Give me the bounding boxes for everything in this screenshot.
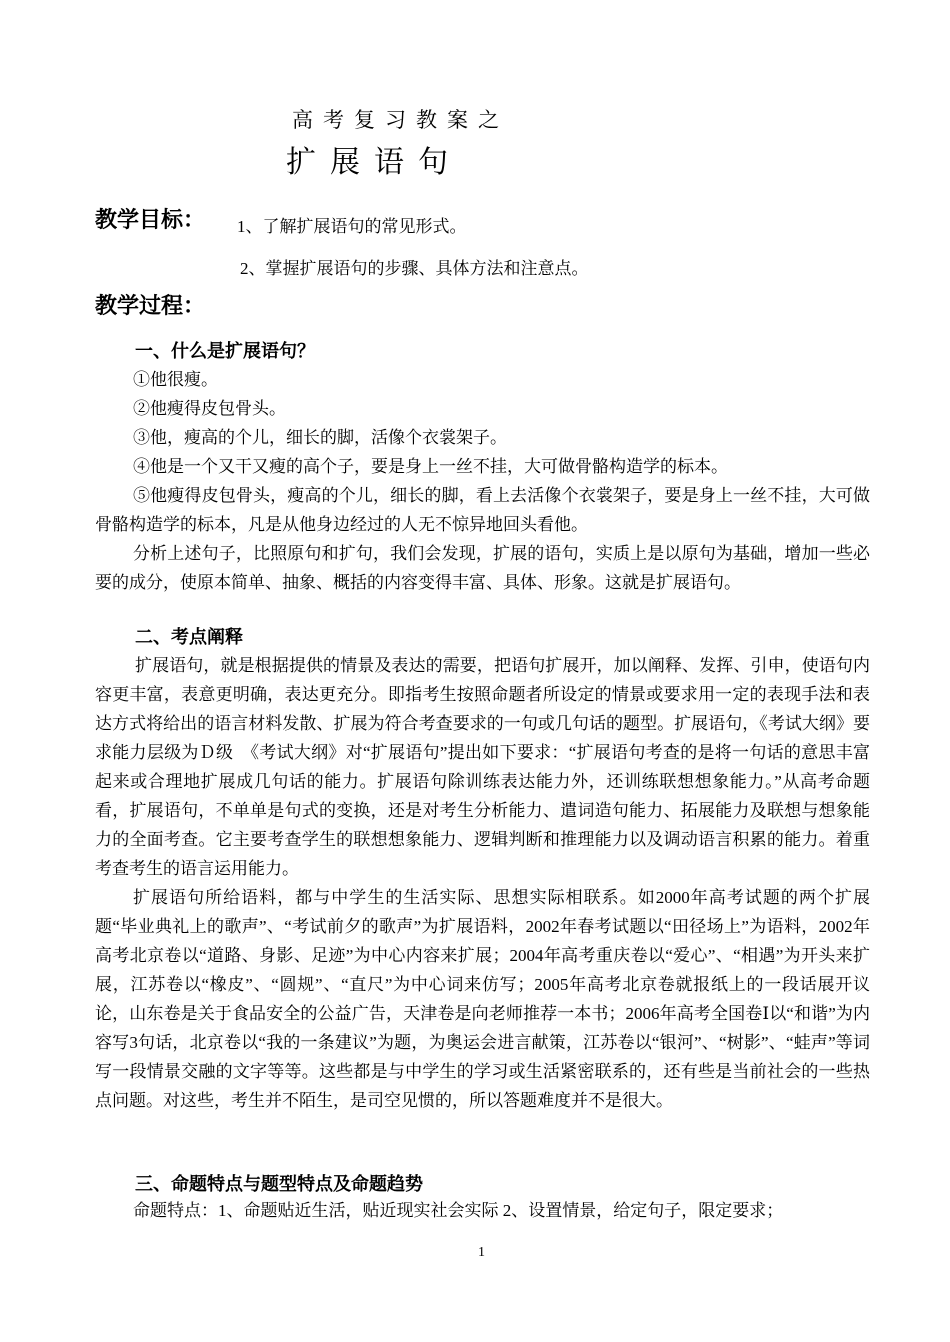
page-number: 1: [478, 1245, 485, 1260]
title-line-2: 扩展语句: [286, 146, 462, 179]
objective-item-2: 2、掌握扩展语句的步骤、具体方法和注意点。: [240, 259, 589, 278]
process-label: 教学过程：: [95, 294, 206, 319]
section-3-heading: 三、命题特点与题型特点及命题趋势: [135, 1174, 423, 1195]
title-line-1: 高考复习教案之: [292, 108, 509, 132]
section-2-body: [95, 651, 870, 1115]
section-3-paragraph-1: 命题特点：1、命题贴近生活，贴近现实社会实际 2、设置情景，给定句子，限定要求；: [133, 1201, 784, 1220]
section-2-paragraph-1: 扩展语句，就是根据提供的情景及表达的需要，把语句扩展开，加以阐释、发挥、引申，使语句内容更丰富，表意更明确，表达更充分。即指考生按照命题者所设定的情景或要求用一定的表现手法和表达方式将给出的语言材料发散、扩展为符合考查要求的一句或几句话的题型。扩展语句，《考试大纲》要求能力层级为Ｄ级 《考试大纲》对“扩展语句”提出如下要求：“扩展语句考查的是将一句话的意思丰富起来或合理地扩展成几句话的能力。扩展语句除训练表达能力外，还训练联想想象能力。”从高考命题看，扩展语句，不单单是句式的变换，还是对考生分析能力、遣词造句能力、拓展能力及联想与想象能力的全面考查。它主要考查学生的联想想象能力、逻辑判断和推理能力以及调动语言积累的能力。着重考查考生的语言运用能力。: [95, 656, 870, 878]
section-2-heading: 二、考点阐释: [135, 627, 243, 648]
example-3: ③他，瘦高的个儿，细长的脚，活像个衣裳架子。: [133, 428, 507, 447]
section-1-body: [95, 365, 870, 597]
example-2: ②他瘦得皮包骨头。: [133, 399, 286, 418]
objective-item-1: 1、了解扩展语句的常见形式。: [237, 217, 467, 236]
section-2-paragraph-2: 扩展语句所给语料，都与中学生的生活实际、思想实际相联系。如2000年高考试题的两个扩展题“毕业典礼上的歌声”、“考试前夕的歌声”为扩展语料，2002年春考试题以“田径场上”为语料，2002年高考北京卷以“道路、身影、足迹”为中心内容来扩展；2004年高考重庆卷以“爱心”、“相遇”为开头来扩展，江苏卷以“橡皮”、“圆规”、“直尺”为中心词来仿写；2005年高考北京卷就报纸上的一段话展开议论，山东卷是关于食品安全的公益广告，天津卷是向老师推荐一本书；2006年高考全国卷Ⅰ以“和谐”为内容写3句话，北京卷以“我的一条建议”为题，为奥运会进言献策，江苏卷以“银河”、“树影”、“蛙声”等词写一段情景交融的文字等等。这些都是与中学生的学习或生活紧密联系的，还有些是当前社会的一些热点问题。对这些，考生并不陌生，是司空见惯的，所以答题难度并不是很大。: [95, 888, 870, 1110]
objectives-label: 教学目标：: [95, 208, 206, 233]
example-1: ①他很瘦。: [133, 370, 218, 389]
section-3-body: [95, 1196, 870, 1225]
section-1-heading: 一、什么是扩展语句？: [135, 341, 315, 362]
example-5: ⑤他瘦得皮包骨头，瘦高的个儿，细长的脚，看上去活像个衣裳架子，要是身上一丝不挂，大可做骨骼构造学的标本，凡是从他身边经过的人无不惊异地回头看他。: [95, 486, 870, 534]
example-4: ④他是一个又干又瘦的高个子，要是身上一丝不挂，大可做骨骼构造学的标本。: [133, 457, 728, 476]
analysis-paragraph: 分析上述句子，比照原句和扩句，我们会发现，扩展的语句，实质上是以原句为基础，增加一些必要的成分，使原本简单、抽象、概括的内容变得丰富、具体、形象。这就是扩展语句。: [95, 544, 870, 592]
